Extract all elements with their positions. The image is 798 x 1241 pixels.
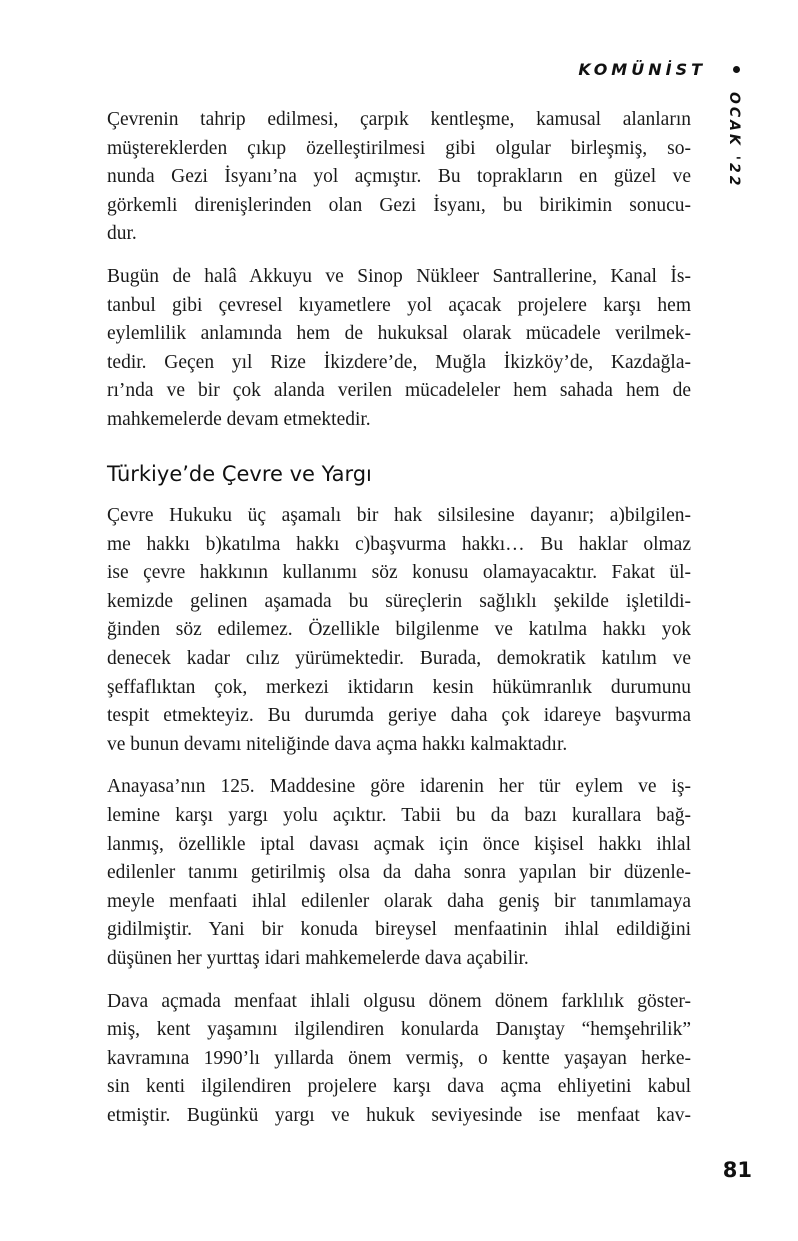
text-line: tespit etmekteyiz. Bu durumda geriye daha çok idareye başvurma <box>107 705 691 727</box>
body-section-2 <box>107 502 691 1144</box>
section-heading: Türkiye’de Çevre ve Yargı <box>107 462 372 486</box>
text-line: şeffaflıktan çok, merkezi iktidarın kesin hükümranlık durumunu <box>107 676 691 698</box>
text-line: düşünen her yurttaş idari mahkemelerde dava açabilir. <box>107 947 529 969</box>
text-line: gidilmiştir. Yani bir konuda bireysel menfaatinin ihlal edildiğini <box>107 919 691 941</box>
paragraph <box>107 106 691 249</box>
text-line: sin kenti ilgilendiren projelere karşı dava açma ehliyetini kabul <box>107 1076 691 1098</box>
text-line: lemine karşı yargı yolu açıktır. Tabii bu da bazı kurallara bağ- <box>107 804 691 826</box>
text-line: Dava açmada menfaat ihlali olgusu dönem dönem farklılık göster- <box>107 990 691 1012</box>
text-line: ve bunun devamı niteliğinde dava açma hakkı kalmaktadır. <box>107 733 568 755</box>
text-line: dur. <box>107 223 137 245</box>
text-line: kavramına 1990’lı yıllarda önem vermiş, o kentte yaşayan herke- <box>107 1047 691 1069</box>
text-line: görkemli direnişlerinden olan Gezi İsyanı, bu birikimin sonucu- <box>107 194 691 216</box>
separator-dot <box>733 66 740 73</box>
magazine-title: KOMÜNİST <box>578 60 706 79</box>
text-line: müştereklerden çıkıp özelleştirilmesi gibi olgular birleşmiş, so- <box>107 137 691 159</box>
text-line: Çevrenin tahrip edilmesi, çarpık kentleşme, kamusal alanların <box>107 109 691 130</box>
text-line: edilenler tanımı getirilmiş olsa da daha sonra yapılan bir düzenle- <box>107 862 691 884</box>
body-section-1 <box>107 106 691 449</box>
text-line: kemizde gelinen aşamada bu süreçlerin sağlıklı şekilde işletildi- <box>107 590 691 612</box>
text-line: nunda Gezi İsyanı’na yol açmıştır. Bu toprakların en güzel ve <box>107 166 691 188</box>
text-line: rı’nda ve bir çok alanda verilen mücadeleler hem sahada hem de <box>107 380 691 402</box>
text-line: meyle menfaati ihlal edilenler olarak daha geniş bir tanımlamaya <box>107 890 691 912</box>
text-line: etmiştir. Bugünkü yargı ve hukuk seviyesinde ise menfaat kav- <box>107 1104 691 1126</box>
text-line: lanmış, özellikle iptal davası açmak için önce kişisel hakkı ihlal <box>107 833 691 855</box>
text-line: miş, kent yaşamını ilgilendiren konularda Danıştay “hemşehrilik” <box>107 1019 691 1041</box>
text-line: ğinden söz edilemez. Özellikle bilgilenme ve katılma hakkı yok <box>107 619 691 641</box>
paragraph <box>107 263 691 435</box>
text-line: Çevre Hukuku üç aşamalı bir hak silsilesine dayanır; a)bilgilen- <box>107 505 691 526</box>
text-line: tedir. Geçen yıl Rize İkizdere’de, Muğla İkizköy’de, Kazdağla- <box>107 351 691 373</box>
text-line: Bugün de halâ Akkuyu ve Sinop Nükleer Santrallerine, Kanal İs- <box>107 265 691 287</box>
text-line: mahkemelerde devam etmektedir. <box>107 408 371 430</box>
paragraph <box>107 773 691 973</box>
page-number: 81 <box>722 1158 752 1182</box>
text-line: denecek kadar cılız yürümektedir. Burada, demokratik katılım ve <box>107 647 691 669</box>
paragraph <box>107 988 691 1131</box>
text-line: Anayasa’nın 125. Maddesine göre idarenin her tür eylem ve iş- <box>107 776 691 798</box>
text-line: ise çevre hakkının kullanımı söz konusu olamayacaktır. Fakat ül- <box>107 562 691 584</box>
issue-label: OCAK '22 <box>726 92 742 189</box>
text-line: eylemlilik anlamında hem de hukuksal olarak mücadele verilmek- <box>107 323 691 345</box>
text-line: tanbul gibi çevresel kıyametlere yol açacak projelere karşı hem <box>107 294 691 316</box>
text-line: me hakkı b)katılma hakkı c)başvurma hakkı… Bu haklar olmaz <box>107 533 691 555</box>
paragraph <box>107 502 691 759</box>
